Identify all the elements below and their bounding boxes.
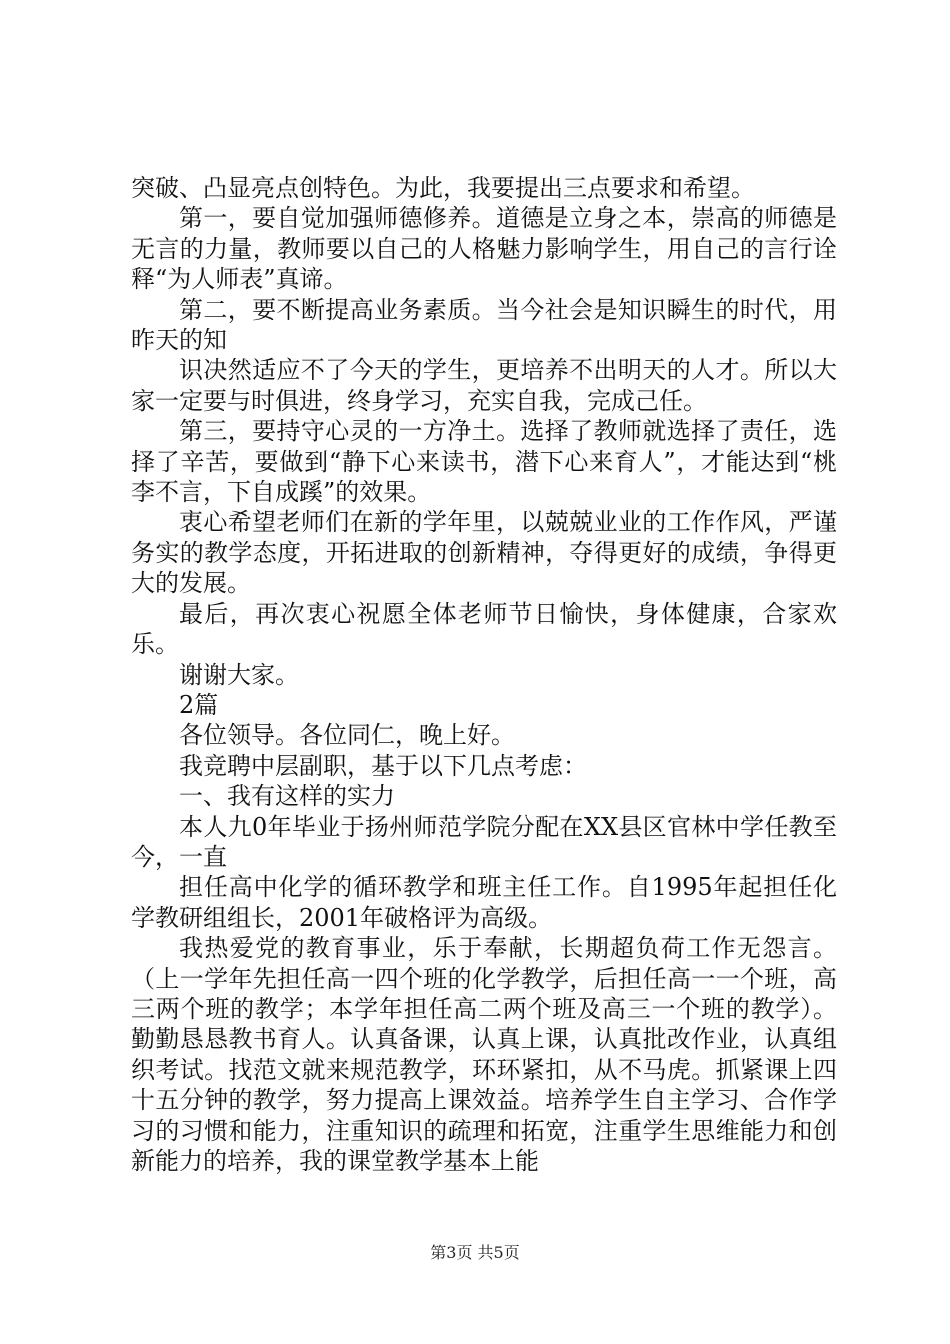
paragraph-5: 第三，要持守心灵的一方净土。选择了教师就选择了责任，选择了辛苦，要做到“静下心来读书，潜下心来育人”，才能达到“桃李不言，下自成蹊”的效果。: [131, 417, 837, 507]
paragraph-7: 最后，再次衷心祝愿全体老师节日愉快，身体健康，合家欢乐。: [131, 599, 837, 659]
paragraph-13: 本人九0年毕业于扬州师范学院分配在XX县区官林中学任教至今，一直: [131, 812, 837, 871]
paragraph-9: 2篇: [179, 690, 219, 719]
paragraph-2: 第一，要自觉加强师德修养。道德是立身之本，崇高的师德是无言的力量，教师要以自己的人格魅力影响学生，用自己的言行诠释“为人师表”真谛。: [131, 204, 837, 294]
paragraph-3: 第二，要不断提高业务素质。当今社会是知识瞬生的时代，用昨天的知: [131, 295, 837, 355]
paragraph-6: 衷心希望老师们在新的学年里，以兢兢业业的工作作风，严谨务实的教学态度，开拓进取的创新精神，夺得更好的成绩，争得更大的发展。: [131, 508, 837, 598]
paragraph-11: 我竞聘中层副职，基于以下几点考虑：: [179, 751, 587, 780]
page-footer: 第3页 共5页: [430, 1243, 520, 1262]
paragraph-1: 突破、凸显亮点创特色。为此，我要提出三点要求和希望。: [131, 174, 755, 202]
document-body: [131, 173, 837, 1176]
paragraph-8: 谢谢大家。: [179, 660, 299, 689]
paragraph-12: 一、我有这样的实力: [179, 782, 395, 811]
paragraph-4: 识决然适应不了今天的学生，更培养不出明天的人才。所以大家一定要与时俱进，终身学习，充实自我，完成己任。: [131, 356, 837, 415]
paragraph-14: 担任高中化学的循环教学和班主任工作。自1995年起担任化学教研组组长，2001年破格评为高级。: [131, 873, 837, 932]
paragraph-10: 各位领导。各位同仁，晚上好。: [179, 721, 515, 750]
paragraph-15: 我热爱党的教育事业，乐于奉献，长期超负荷工作无怨言。（上一学年先担任高一四个班的化学教学，后担任高一一个班，高三两个班的教学；本学年担任高二两个班及高三一个班的教学）。勤勤恳恳教书育人。认真备课，认真上课，认真批改作业，认真组织考试。找范文就来规范教学，环环紧扣，从不马虎。抓紧课上四十五分钟的教学，努力提高上课效益。培养学生自主学习、合作学习的习惯和能力，注重知识的疏理和拓宽，注重学生思维能力和创新能力的培养，我的课堂教学基本上能: [131, 934, 837, 1175]
